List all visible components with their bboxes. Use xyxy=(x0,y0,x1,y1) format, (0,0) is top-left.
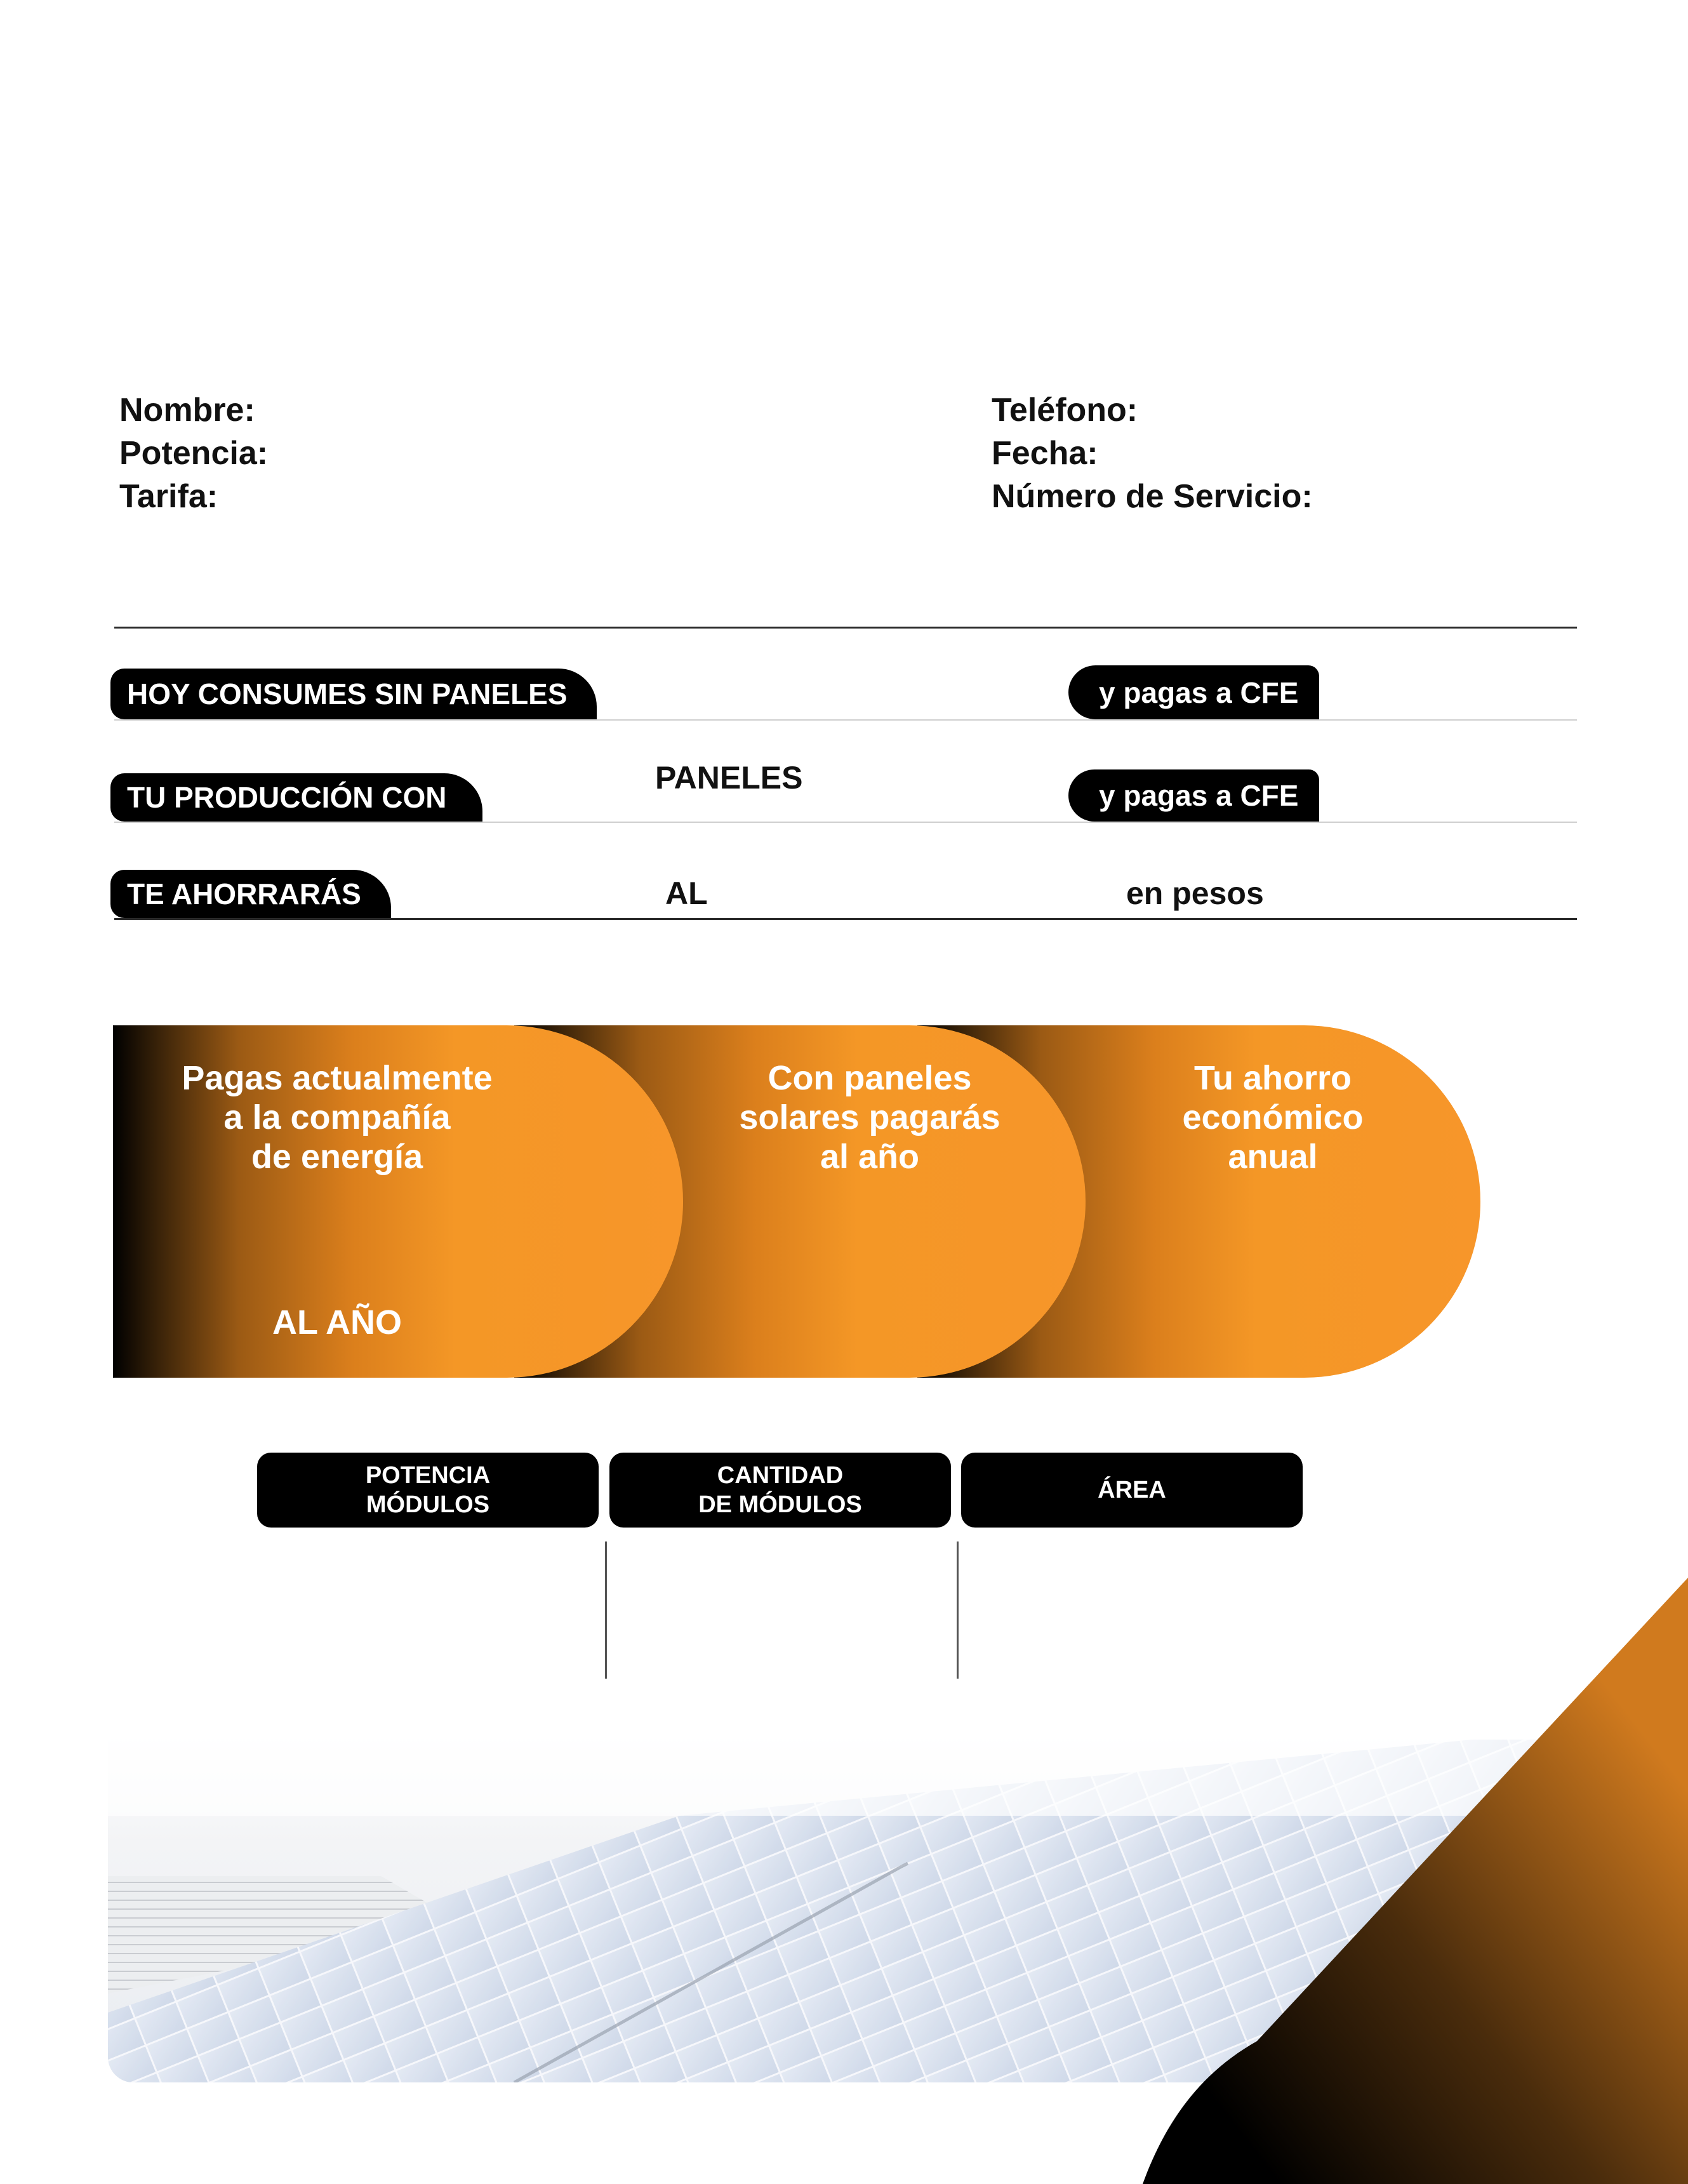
fecha-label: Fecha: xyxy=(992,435,1098,472)
spec-area xyxy=(961,1453,1303,1528)
tab-ahorro xyxy=(110,870,391,918)
solar-panels-image xyxy=(108,1714,1587,2082)
header-divider xyxy=(114,627,1577,629)
spec-divider-1 xyxy=(605,1541,607,1679)
tab-pagas-cfe-2-label: y pagas a CFE xyxy=(1099,779,1299,812)
telefono-label: Teléfono: xyxy=(992,392,1138,429)
client-info-left xyxy=(119,389,268,518)
tab-pagas-cfe-2 xyxy=(1068,769,1319,822)
spec-area-label: ÁREA xyxy=(1098,1477,1166,1503)
tab-pagas-cfe-1-label: y pagas a CFE xyxy=(1099,676,1299,709)
row1-divider xyxy=(114,719,1577,721)
al-label: AL xyxy=(665,876,708,911)
potencia-label: Potencia: xyxy=(119,435,269,472)
row3-divider xyxy=(114,918,1577,920)
band-pago-actual-text: Pagas actualmente a la compañía de energía xyxy=(182,1059,493,1176)
spec-cantidad-modulos-label: CANTIDAD DE MÓDULOS xyxy=(698,1462,862,1518)
tab-produccion xyxy=(110,773,482,822)
numero-servicio-label: Número de Servicio: xyxy=(992,478,1313,515)
band-pago-con-paneles-text: Con paneles solares pagarás al año xyxy=(739,1059,1000,1176)
tab-ahorro-label: TE AHORRARÁS xyxy=(127,877,361,910)
paneles-label: PANELES xyxy=(655,760,803,796)
solar-panels-illustration xyxy=(108,1714,1587,2082)
tarifa-label: Tarifa: xyxy=(119,478,218,515)
tab-consumo xyxy=(110,669,597,719)
tab-consumo-label: HOY CONSUMES SIN PANELES xyxy=(127,677,568,710)
nombre-label: Nombre: xyxy=(119,392,255,429)
spec-divider-2 xyxy=(957,1541,959,1679)
client-info-right xyxy=(992,389,1313,518)
band-pago-actual xyxy=(113,1025,683,1378)
row2-divider xyxy=(114,822,1577,823)
tab-produccion-label: TU PRODUCCIÓN CON xyxy=(127,781,447,814)
band-ahorro-anual-text: Tu ahorro económico anual xyxy=(1182,1059,1364,1176)
band-pago-actual-footer: AL AÑO xyxy=(272,1303,402,1342)
spec-cantidad-modulos xyxy=(609,1453,951,1528)
en-pesos-label: en pesos xyxy=(1126,876,1264,911)
spec-potencia-modulos-label: POTENCIA MÓDULOS xyxy=(365,1462,491,1518)
tab-pagas-cfe-1 xyxy=(1068,665,1319,719)
spec-potencia-modulos xyxy=(257,1453,599,1528)
